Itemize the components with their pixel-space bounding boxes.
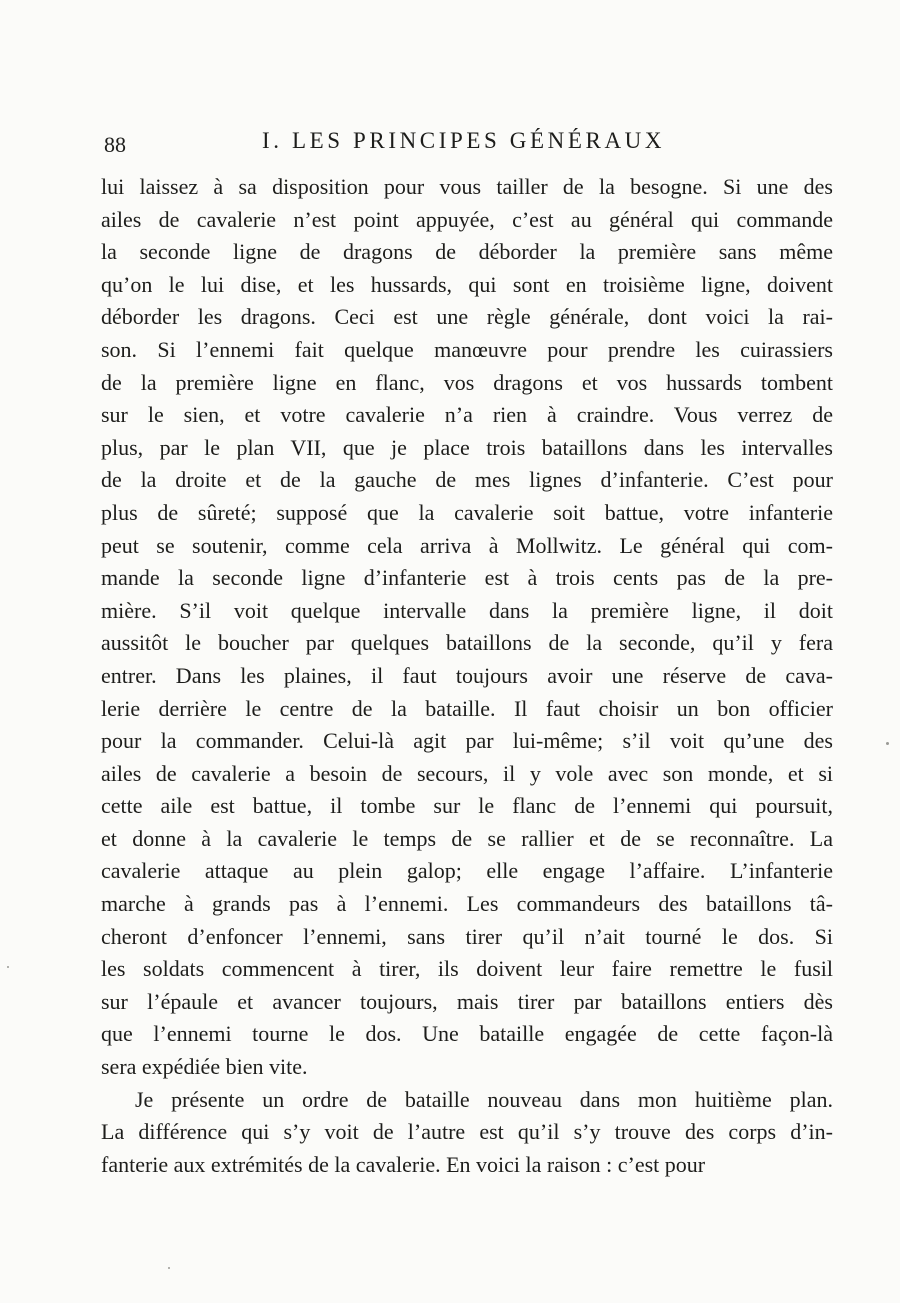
text-line: cavalerie attaque au plein galop; elle engage l’affaire. L’infanterie xyxy=(101,858,833,884)
text-line: aussitôt le boucher par quelques bataillons de la seconde, qu’il y fera xyxy=(101,630,833,656)
text-line: qu’on le lui dise, et les hussards, qui sont en troisième ligne, doivent xyxy=(101,271,833,297)
text-line: les soldats commencent à tirer, ils doivent leur faire remettre le fusil xyxy=(101,956,833,982)
text-line: cheront d’enfoncer l’ennemi, sans tirer qu’il n’ait tourné le dos. Si xyxy=(101,923,833,949)
text-line: entrer. Dans les plaines, il faut toujours avoir une réserve de cava- xyxy=(101,662,833,688)
text-line: plus de sûreté; supposé que la cavalerie soit battue, votre infanterie xyxy=(101,499,833,525)
text-line: lui laissez à sa disposition pour vous tailler de la besogne. Si une des xyxy=(101,174,833,199)
page-number: 88 xyxy=(104,132,126,157)
text-line: sur le sien, et votre cavalerie n’a rien à craindre. Vous verrez de xyxy=(101,402,833,428)
text-line: et donne à la cavalerie le temps de se rallier et de se reconnaître. La xyxy=(101,825,833,851)
text-line: de la première ligne en flanc, vos dragons et vos hussards tombent xyxy=(101,369,833,395)
dust-speck xyxy=(168,1267,170,1269)
text-line: plus, par le plan VII, que je place trois bataillons dans les intervalles xyxy=(101,434,833,460)
text-line: sera expédiée bien vite. xyxy=(101,1054,308,1080)
text-line: de la droite et de la gauche de mes lignes d’infanterie. C’est pour xyxy=(101,467,833,493)
text-line: ailes de cavalerie a besoin de secours, il y vole avec son monde, et si xyxy=(101,760,833,786)
text-line: Je présente un ordre de bataille nouveau dans mon huitième plan. xyxy=(135,1086,833,1112)
text-line: peut se soutenir, comme cela arriva à Mollwitz. Le général qui com- xyxy=(101,532,833,558)
text-line: déborder les dragons. Ceci est une règle générale, dont voici la rai- xyxy=(101,304,833,330)
text-line: son. Si l’ennemi fait quelque manœuvre pour prendre les cuirassiers xyxy=(101,336,833,362)
dust-speck xyxy=(886,742,889,745)
text-line: cette aile est battue, il tombe sur le flanc de l’ennemi qui poursuit, xyxy=(101,793,833,819)
text-line: que l’ennemi tourne le dos. Une bataille engagée de cette façon-là xyxy=(101,1021,833,1047)
text-line: La différence qui s’y voit de l’autre est qu’il s’y trouve des corps d’in- xyxy=(101,1119,833,1145)
text-line: pour la commander. Celui-là agit par lui-même; s’il voit qu’une des xyxy=(101,728,833,754)
text-line: sur l’épaule et avancer toujours, mais tirer par bataillons entiers dès xyxy=(101,988,833,1014)
text-line: fanterie aux extrémités de la cavalerie. En voici la raison : c’est pour xyxy=(101,1151,706,1177)
text-line: lerie derrière le centre de la bataille. Il faut choisir un bon officier xyxy=(101,695,833,721)
text-line: mière. S’il voit quelque intervalle dans la première ligne, il doit xyxy=(101,597,833,623)
text-line: la seconde ligne de dragons de déborder la première sans même xyxy=(101,239,833,265)
dust-speck xyxy=(7,966,9,968)
text-line: marche à grands pas à l’ennemi. Les commandeurs des bataillons tâ- xyxy=(101,891,833,917)
text-line: ailes de cavalerie n’est point appuyée, c’est au général qui commande xyxy=(101,206,833,232)
body-text xyxy=(101,171,833,1181)
running-head: I. LES PRINCIPES GÉNÉRAUX xyxy=(262,128,666,153)
text-line: mande la seconde ligne d’infanterie est à trois cents pas de la pre- xyxy=(101,565,833,591)
page-header xyxy=(104,128,834,160)
